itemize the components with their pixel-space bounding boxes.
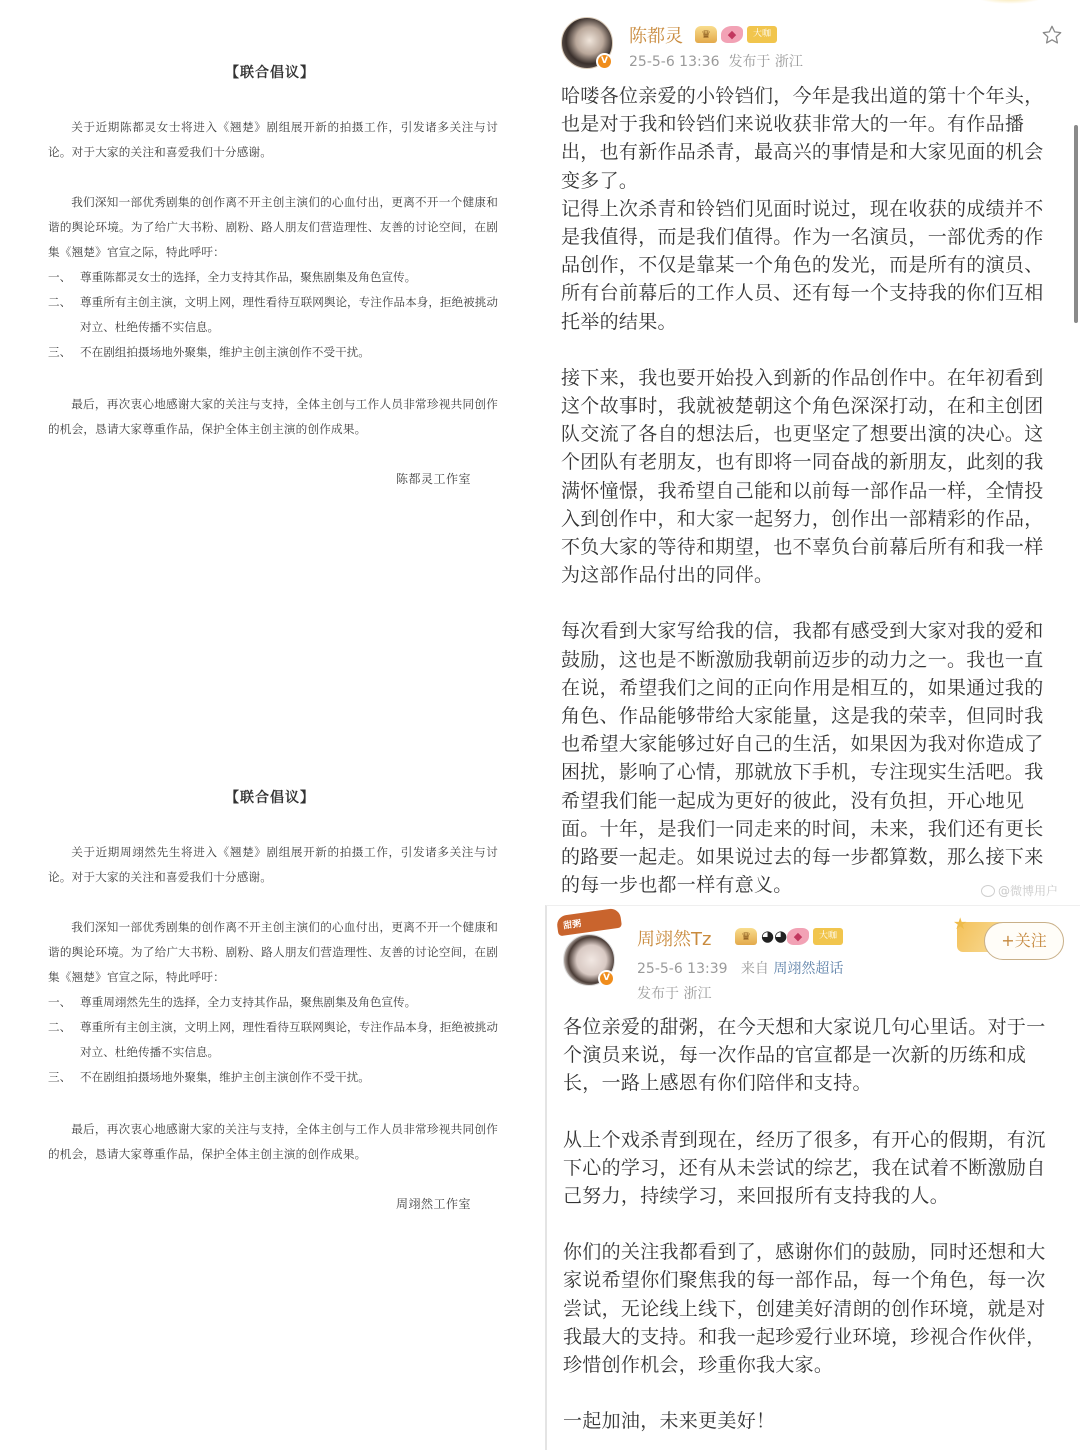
follow-button[interactable]: +关注: [984, 922, 1064, 960]
post-source-link[interactable]: 周翊然超话: [773, 961, 844, 977]
joint-statement-chen-duling: [0, 0, 540, 725]
statement-list-item: [48, 990, 498, 1015]
statement-paragraph: 关于近期陈都灵女士将进入《翘楚》剧组展开新的拍摄工作，引发诸多关注与讨论。对于大家的关注和喜爱我们十分感谢。: [48, 120, 498, 159]
statement-title: 【联合倡议】: [225, 65, 315, 81]
joint-statement-zhou-yiran: [0, 725, 540, 1450]
list-number: 二、: [48, 1020, 72, 1034]
post-meta: [629, 51, 803, 71]
post-location: 发布于 浙江: [728, 54, 803, 70]
list-text: 尊重所有主创主演，文明上网，理性看待互联网舆论，专注作品本身，拒绝被挑动对立、杜绝传播不实信息。: [80, 1020, 498, 1059]
statement-list-item: [48, 265, 498, 290]
statement-list: [48, 990, 498, 1090]
avatar-frame-decoration: 甜粥: [556, 908, 622, 937]
post-paragraph: 从上个戏杀青到现在，经历了很多，有开心的假期，有沉下心的学习，还有从未尝试的综艺，我在试着不断激励自己努力，持续学习，来回报所有支持我的人。: [563, 1128, 1046, 1208]
statement-paragraph: 我们深知一部优秀剧集的创作离不开主创主演们的心血付出，更离不开一个健康和谐的舆论环境。为了给广大书粉、剧粉、路人朋友们营造理性、友善的讨论空间，在剧集《翘楚》官宣之际，特此呼吁：: [48, 920, 498, 984]
weibo-post-zhou-yiran: [545, 905, 1080, 1450]
decorative-glow: [975, 0, 1045, 4]
watermark-text: @微博用户: [998, 884, 1059, 898]
crown-icon: ♛: [735, 928, 757, 945]
user-badges: [735, 928, 843, 945]
post-timestamp: 25-5-6 13:39: [637, 961, 728, 977]
weibo-logo-icon: [981, 885, 995, 897]
post-paragraph: 一起加油，未来更美好！: [563, 1410, 776, 1433]
panda-icon: ◕◕: [761, 927, 788, 945]
statement-list-item: [48, 340, 498, 365]
statement-title: 【联合倡议】: [225, 790, 315, 806]
post-meta: [637, 958, 843, 978]
user-name[interactable]: 陈都灵: [629, 26, 683, 47]
post-timestamp: 25-5-6 13:36: [629, 54, 720, 70]
statement-signature: 陈都灵工作室: [396, 472, 472, 486]
gem-icon: ◆: [787, 928, 809, 945]
list-number: 一、: [48, 270, 72, 284]
list-number: 三、: [48, 345, 72, 359]
post-paragraph: 记得上次杀青和铃铛们见面时说过，现在收获的成绩并不是我值得，而是我们值得。作为一名演员，一部优秀的作品创作，不仅是靠某一个角色的发光，而是所有的演员、所有台前幕后的工作人员、还有每一个支持我的你们互相托举的结果。: [561, 197, 1044, 333]
list-number: 二、: [48, 295, 72, 309]
statement-signature: 周翊然工作室: [396, 1197, 472, 1211]
crown-icon: ♛: [695, 26, 717, 43]
post-content: [561, 82, 1061, 899]
user-badges: [695, 26, 777, 43]
level-badge: 大咖: [747, 26, 777, 43]
watermark: [981, 882, 1058, 899]
list-text: 尊重周翊然先生的选择，全力支持其作品，聚焦剧集及角色宣传。: [80, 995, 417, 1009]
post-paragraph: 哈喽各位亲爱的小铃铛们，今年是我出道的第十个年头，也是对于我和铃铛们来说收获非常大的一年。有作品播出，也有新作品杀青，最高兴的事情是和大家见面的机会变多了。: [561, 85, 1044, 192]
statement-paragraph: 我们深知一部优秀剧集的创作离不开主创主演们的心血付出，更离不开一个健康和谐的舆论环境。为了给广大书粉、剧粉、路人朋友们营造理性、友善的讨论空间，在剧集《翘楚》官宣之际，特此呼吁：: [48, 195, 498, 259]
post-source-prefix: 来自: [740, 961, 769, 977]
statement-closing: 最后，再次衷心地感谢大家的关注与支持，全体主创与工作人员非常珍视共同创作的机会，恳请大家尊重作品，保护全体主创主演的创作成果。: [48, 397, 498, 436]
statement-list-item: [48, 1015, 498, 1065]
post-location: 发布于 浙江: [637, 986, 712, 1002]
follow-area: [953, 914, 1072, 964]
list-text: 尊重所有主创主演，文明上网，理性看待互联网舆论，专注作品本身，拒绝被挑动对立、杜绝传播不实信息。: [80, 295, 498, 334]
statement-list-item: [48, 1065, 498, 1090]
statement-closing: 最后，再次衷心地感谢大家的关注与支持，全体主创与工作人员非常珍视共同创作的机会，恳请大家尊重作品，保护全体主创主演的创作成果。: [48, 1122, 498, 1161]
post-paragraph: 接下来，我也要开始投入到新的作品创作中。在年初看到这个故事时，我就被楚朝这个角色深深打动，在和主创团队交流了各自的想法后，也更坚定了想要出演的决心。这个团队有老朋友，也有即将一同奋战的新朋友，此刻的我满怀憧憬，我希望自己能和以前每一部作品一样，全情投入到创作中，和大家一起努力，创作出一部精彩的作品，不负大家的等待和期望，也不辜负台前幕后所有和我一样为这部作品付出的同伴。: [561, 366, 1044, 587]
post-content: [563, 1013, 1063, 1435]
post-paragraph: 每次看到大家写给我的信，我都有感受到大家对我的爱和鼓励，这也是不断激励我朝前迈步的动力之一。我也一直在说，希望我们之间的正向作用是相互的，如果通过我的角色、作品能够带给大家能量，这是我的荣幸，但同时我也希望大家能够过好自己的生活，如果因为我对你造成了困扰，影响了心情，那就放下手机，专注现实生活吧。我希望我们能一起成为更好的彼此，没有负担，开心地见面。十年，是我们一同走来的时间，未来，我们还有更长的路要一起走。如果说过去的每一步都算数，那么接下来的每一步也都一样有意义。: [561, 620, 1044, 897]
scrollbar[interactable]: [1074, 125, 1078, 323]
post-paragraph: 你们的关注我都看到了，感谢你们的鼓励，同时还想和大家说希望你们聚焦我的每一部作品，每一个角色，每一次尝试，无论线上线下，创建美好清朗的创作环境，就是对我最大的支持。和我一起珍爱行业环境，珍视合作伙伴，珍惜创作机会，珍重你我大家。: [563, 1241, 1046, 1377]
statement-list-item: [48, 290, 498, 340]
weibo-post-chen-duling: [545, 0, 1080, 905]
list-number: 三、: [48, 1070, 72, 1084]
level-badge: 大咖: [813, 928, 843, 945]
statement-list: [48, 265, 498, 365]
statement-paragraph: 关于近期周翊然先生将进入《翘楚》剧组展开新的拍摄工作，引发诸多关注与讨论。对于大家的关注和喜爱我们十分感谢。: [48, 845, 498, 884]
verified-icon: V: [596, 53, 613, 70]
star-decoration-icon: ★: [953, 914, 968, 933]
list-text: 尊重陈都灵女士的选择，全力支持其作品，聚焦剧集及角色宣传。: [80, 270, 417, 284]
post-paragraph: 各位亲爱的甜粥，在今天想和大家说几句心里话。对于一个演员来说，每一次作品的官宣都是一次新的历练和成长，一路上感恩有你们陪伴和支持。: [563, 1016, 1046, 1095]
list-number: 一、: [48, 995, 72, 1009]
verified-icon: V: [598, 970, 615, 987]
user-name[interactable]: 周翊然Tz: [637, 929, 712, 950]
list-text: 不在剧组拍摄场地外聚集，维护主创主演创作不受干扰。: [80, 345, 370, 359]
gem-icon: ◆: [721, 26, 743, 43]
list-text: 不在剧组拍摄场地外聚集，维护主创主演创作不受干扰。: [80, 1070, 370, 1084]
star-icon[interactable]: [1041, 24, 1063, 46]
